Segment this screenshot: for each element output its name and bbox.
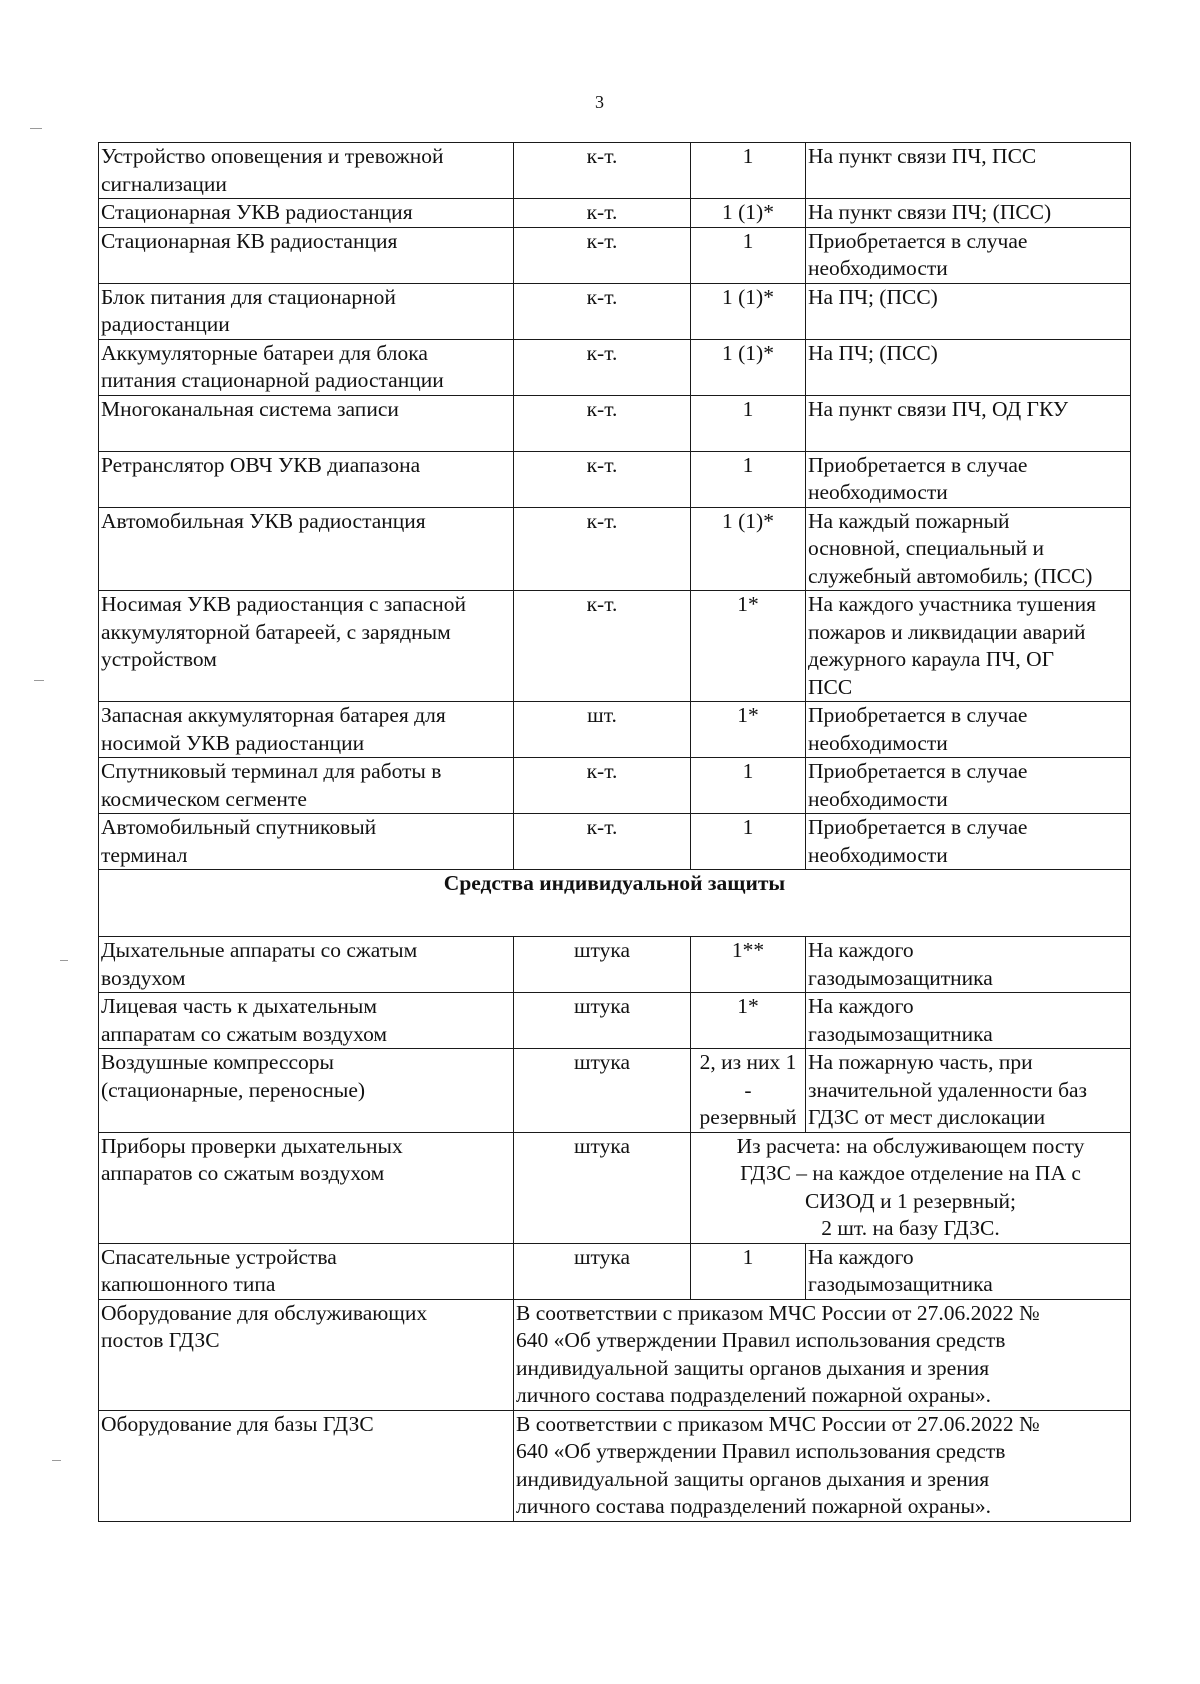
item-qty: 1**	[691, 937, 806, 993]
item-note: На каждого газодымозащитника	[806, 993, 1131, 1049]
item-qty: 1 (1)*	[691, 283, 806, 339]
table-row	[99, 1299, 1131, 1410]
item-note: Из расчета: на обслуживающем посту ГДЗС – на каждое отделение на ПА с СИЗОД и 1 резервный; 2 шт. на базу ГДЗС.	[691, 1132, 1131, 1243]
item-unit: штука	[514, 1049, 691, 1133]
item-name: Спутниковый терминал для работы в космическом сегменте	[99, 758, 514, 814]
item-note: На каждого участника тушения пожаров и ликвидации аварий дежурного караула ПЧ, ОГ ПСС	[806, 591, 1131, 702]
item-unit: к-т.	[514, 199, 691, 228]
item-note: В соответствии с приказом МЧС России от 27.06.2022 № 640 «Об утверждении Правил использования средств индивидуальной защиты органов дыхания и зрения личного состава подразделений пожарной охраны».	[514, 1410, 1131, 1521]
scan-artifact	[34, 680, 44, 681]
table-row	[99, 283, 1131, 339]
item-name: Автомобильная УКВ радиостанция	[99, 507, 514, 591]
item-name: Лицевая часть к дыхательным аппаратам со сжатым воздухом	[99, 993, 514, 1049]
table-row	[99, 339, 1131, 395]
item-qty: 1	[691, 451, 806, 507]
table-row	[99, 395, 1131, 451]
item-note: На пункт связи ПЧ; (ПСС)	[806, 199, 1131, 228]
item-unit: к-т.	[514, 507, 691, 591]
item-name: Воздушные компрессоры (стационарные, переносные)	[99, 1049, 514, 1133]
item-qty: 1	[691, 143, 806, 199]
scan-artifact	[52, 1460, 61, 1461]
item-name: Блок питания для стационарной радиостанции	[99, 283, 514, 339]
item-note: На ПЧ; (ПСС)	[806, 283, 1131, 339]
item-name: Оборудование для обслуживающих постов ГДЗС	[99, 1299, 514, 1410]
page-number: 3	[595, 92, 605, 112]
item-qty: 1	[691, 814, 806, 870]
item-name: Оборудование для базы ГДЗС	[99, 1410, 514, 1521]
item-unit: к-т.	[514, 143, 691, 199]
item-unit: к-т.	[514, 227, 691, 283]
item-name: Многоканальная система записи	[99, 395, 514, 451]
item-qty: 2, из них 1 - резервный	[691, 1049, 806, 1133]
item-name: Дыхательные аппараты со сжатым воздухом	[99, 937, 514, 993]
item-note: Приобретается в случае необходимости	[806, 758, 1131, 814]
item-note: Приобретается в случае необходимости	[806, 451, 1131, 507]
item-note: Приобретается в случае необходимости	[806, 227, 1131, 283]
item-unit: штука	[514, 1132, 691, 1243]
table-row	[99, 1410, 1131, 1521]
table-row	[99, 451, 1131, 507]
item-name: Стационарная КВ радиостанция	[99, 227, 514, 283]
table-row	[99, 227, 1131, 283]
table-row	[99, 993, 1131, 1049]
item-qty: 1	[691, 227, 806, 283]
table-row	[99, 591, 1131, 702]
item-note: Приобретается в случае необходимости	[806, 702, 1131, 758]
item-unit: к-т.	[514, 283, 691, 339]
item-qty: 1	[691, 1243, 806, 1299]
equipment-table	[98, 142, 1131, 1522]
table-row	[99, 143, 1131, 199]
item-unit: штука	[514, 993, 691, 1049]
item-unit: к-т.	[514, 758, 691, 814]
item-unit: штука	[514, 1243, 691, 1299]
item-name: Ретранслятор ОВЧ УКВ диапазона	[99, 451, 514, 507]
item-qty: 1 (1)*	[691, 199, 806, 228]
item-name: Приборы проверки дыхательных аппаратов со сжатым воздухом	[99, 1132, 514, 1243]
scan-artifact	[60, 960, 68, 961]
item-note: В соответствии с приказом МЧС России от 27.06.2022 № 640 «Об утверждении Правил использования средств индивидуальной защиты органов дыхания и зрения личного состава подразделений пожарной охраны».	[514, 1299, 1131, 1410]
table-row	[99, 937, 1131, 993]
item-note: На каждый пожарный основной, специальный и служебный автомобиль; (ПСС)	[806, 507, 1131, 591]
scan-artifact	[30, 128, 42, 129]
item-qty: 1*	[691, 993, 806, 1049]
item-unit: к-т.	[514, 814, 691, 870]
item-name: Автомобильный спутниковый терминал	[99, 814, 514, 870]
section-title: Средства индивидуальной защиты	[99, 870, 1131, 937]
section-row	[99, 870, 1131, 937]
table-row	[99, 702, 1131, 758]
item-unit: шт.	[514, 702, 691, 758]
table-row	[99, 199, 1131, 228]
item-note: На пожарную часть, при значительной удаленности баз ГДЗС от мест дислокации	[806, 1049, 1131, 1133]
item-name: Стационарная УКВ радиостанция	[99, 199, 514, 228]
table-row	[99, 507, 1131, 591]
item-qty: 1*	[691, 702, 806, 758]
item-note: На каждого газодымозащитника	[806, 1243, 1131, 1299]
item-qty: 1 (1)*	[691, 507, 806, 591]
item-qty: 1 (1)*	[691, 339, 806, 395]
item-qty: 1	[691, 758, 806, 814]
item-note: Приобретается в случае необходимости	[806, 814, 1131, 870]
item-qty: 1	[691, 395, 806, 451]
item-unit: к-т.	[514, 339, 691, 395]
item-note: На ПЧ; (ПСС)	[806, 339, 1131, 395]
item-unit: штука	[514, 937, 691, 993]
item-name: Устройство оповещения и тревожной сигнализации	[99, 143, 514, 199]
table-row	[99, 1132, 1131, 1243]
item-name: Спасательные устройства капюшонного типа	[99, 1243, 514, 1299]
item-name: Запасная аккумуляторная батарея для носимой УКВ радиостанции	[99, 702, 514, 758]
table-row	[99, 1243, 1131, 1299]
item-note: На пункт связи ПЧ, ОД ГКУ	[806, 395, 1131, 451]
item-name: Аккумуляторные батареи для блока питания стационарной радиостанции	[99, 339, 514, 395]
item-unit: к-т.	[514, 591, 691, 702]
table-row	[99, 1049, 1131, 1133]
item-note: На пункт связи ПЧ, ПСС	[806, 143, 1131, 199]
item-unit: к-т.	[514, 451, 691, 507]
item-name: Носимая УКВ радиостанция с запасной аккумуляторной батареей, с зарядным устройством	[99, 591, 514, 702]
table-row	[99, 758, 1131, 814]
item-qty: 1*	[691, 591, 806, 702]
table-row	[99, 814, 1131, 870]
item-unit: к-т.	[514, 395, 691, 451]
item-note: На каждого газодымозащитника	[806, 937, 1131, 993]
